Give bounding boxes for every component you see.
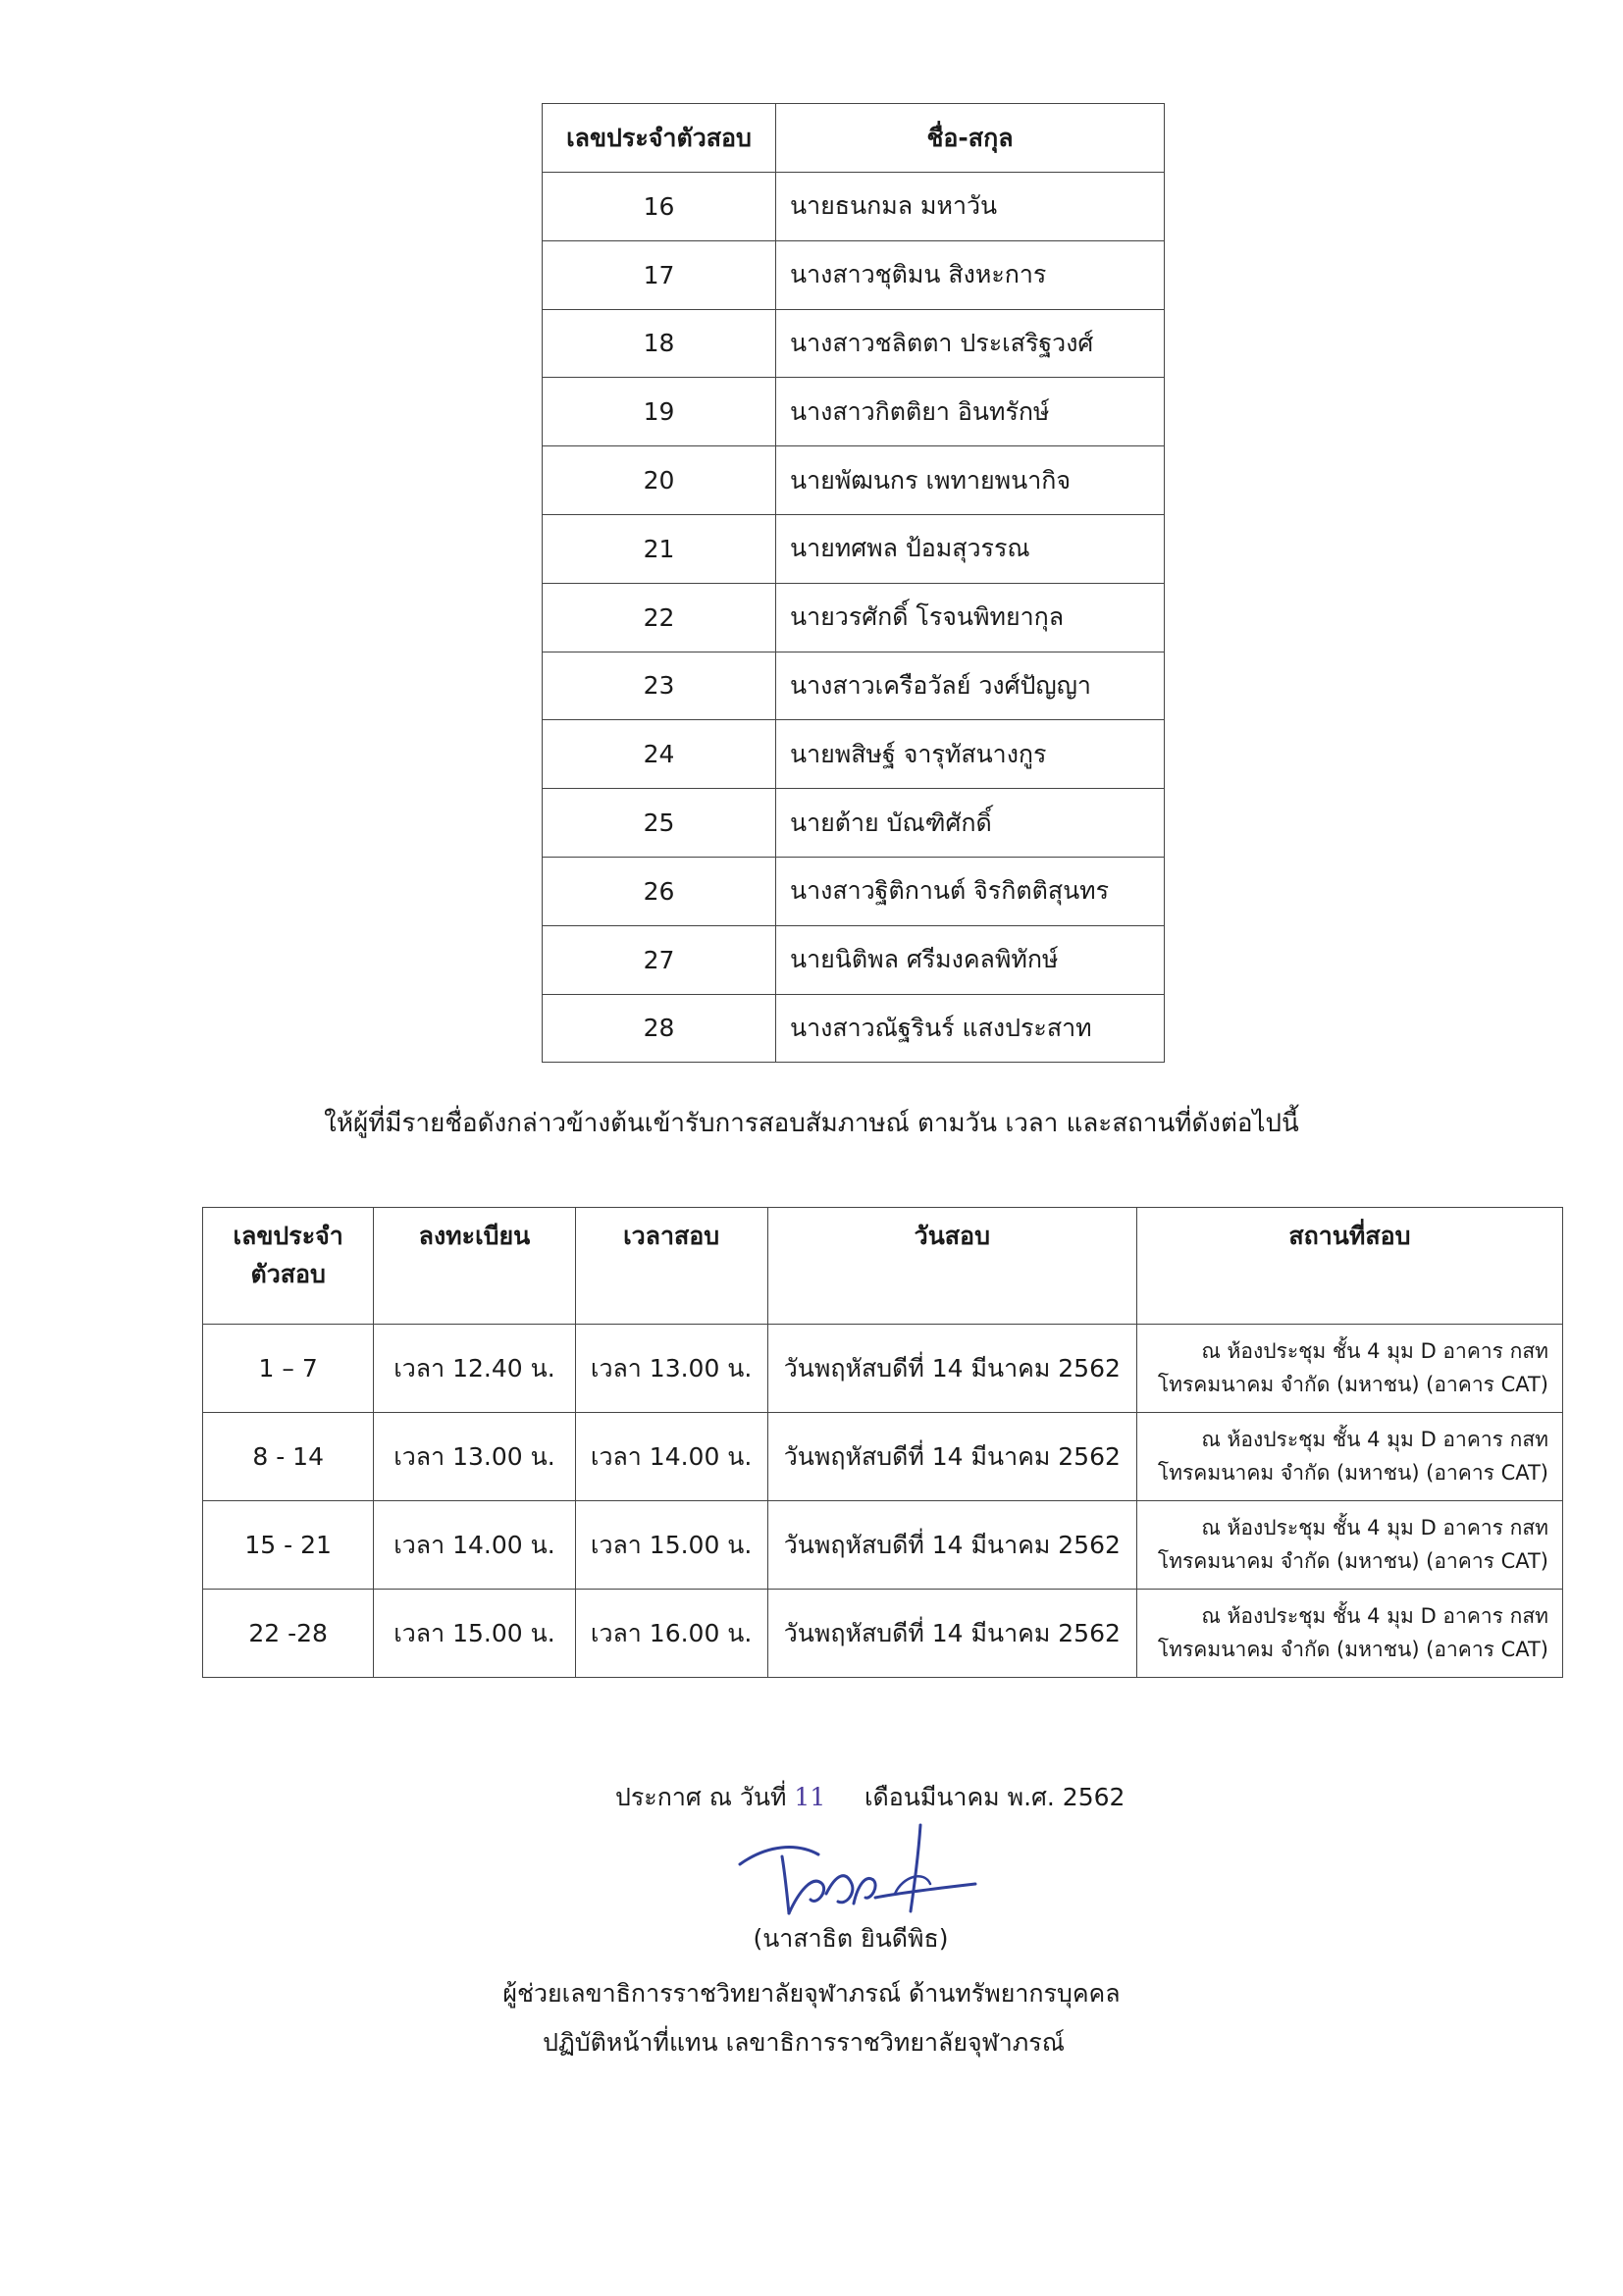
schedule-exam-time: เวลา 13.00 น.: [575, 1325, 767, 1413]
roster-exam-id: 18: [543, 309, 776, 378]
roster-exam-id: 17: [543, 240, 776, 309]
schedule-venue: [1136, 1413, 1562, 1501]
announcement-date: [615, 1778, 1125, 1817]
signature-graphic: [728, 1815, 983, 1923]
roster-row: [543, 925, 1165, 994]
schedule-exam-date: วันพฤหัสบดีที่ 14 มีนาคม 2562: [767, 1590, 1136, 1678]
schedule-header-exam-date: วันสอบ: [767, 1208, 1136, 1325]
roster-full-name: นายนิติพล ศรีมงคลพิทักษ์: [776, 925, 1165, 994]
schedule-exam-id-group: 1 – 7: [203, 1325, 374, 1413]
schedule-exam-date: วันพฤหัสบดีที่ 14 มีนาคม 2562: [767, 1501, 1136, 1590]
announcement-date-prefix: ประกาศ ณ วันที่: [615, 1783, 795, 1811]
announcement-date-suffix: เดือนมีนาคม พ.ศ. 2562: [825, 1783, 1126, 1811]
roster-row: [543, 446, 1165, 515]
roster-body: [543, 173, 1165, 1063]
roster-exam-id: 23: [543, 652, 776, 720]
roster-full-name: นางสาวฐิติกานต์ จิรกิตติสุนทร: [776, 857, 1165, 925]
schedule-exam-time: เวลา 14.00 น.: [575, 1413, 767, 1501]
roster-header-exam-id: เลขประจำตัวสอบ: [543, 104, 776, 173]
roster-full-name: นายธนกมล มหาวัน: [776, 173, 1165, 241]
signer-acting-title: ปฏิบัติหน้าที่แทน เลขาธิการราชวิทยาลัยจุฬาภรณ์: [543, 2028, 1065, 2057]
roster-exam-id: 19: [543, 378, 776, 446]
roster-full-name: นางสาวกิตติยา อินทรักษ์: [776, 378, 1165, 446]
schedule-exam-time: เวลา 15.00 น.: [575, 1501, 767, 1590]
roster-exam-id: 21: [543, 514, 776, 583]
schedule-exam-date: วันพฤหัสบดีที่ 14 มีนาคม 2562: [767, 1325, 1136, 1413]
candidate-roster-table: [542, 103, 1165, 1063]
roster-row: [543, 514, 1165, 583]
interview-schedule-table: [202, 1207, 1563, 1678]
roster-exam-id: 20: [543, 446, 776, 515]
roster-row: [543, 994, 1165, 1063]
schedule-registration-time: เวลา 12.40 น.: [374, 1325, 575, 1413]
schedule-row: [203, 1501, 1563, 1590]
roster-header-row: [543, 104, 1165, 173]
roster-exam-id: 26: [543, 857, 776, 925]
roster-full-name: นายวรศักดิ์ โรจนพิทยากุล: [776, 583, 1165, 652]
schedule-exam-time: เวลา 16.00 น.: [575, 1590, 767, 1678]
signer-title: ผู้ช่วยเลขาธิการราชวิทยาลัยจุฬาภรณ์ ด้านทรัพยากรบุคคล: [502, 1979, 1121, 2008]
roster-exam-id: 28: [543, 994, 776, 1063]
announcement-day-handwritten: 11: [794, 1783, 826, 1811]
roster-row: [543, 720, 1165, 789]
schedule-header-exam-id-line2: ตัวสอบ: [250, 1259, 326, 1288]
schedule-venue-line2: โทรคมนาคม จำกัด (มหาชน) (อาคาร CAT): [1157, 1637, 1548, 1661]
schedule-header-venue: สถานที่สอบ: [1136, 1208, 1562, 1325]
roster-row: [543, 857, 1165, 925]
roster-full-name: นางสาวชลิตตา ประเสริฐวงศ์: [776, 309, 1165, 378]
roster-row: [543, 789, 1165, 858]
schedule-venue-line1: ณ ห้องประชุม ชั้น 4 มุม D อาคาร กสท: [1201, 1603, 1548, 1628]
schedule-venue-line1: ณ ห้องประชุม ชั้น 4 มุม D อาคาร กสท: [1201, 1338, 1548, 1363]
schedule-venue-line2: โทรคมนาคม จำกัด (มหาชน) (อาคาร CAT): [1157, 1460, 1548, 1485]
schedule-exam-date: วันพฤหัสบดีที่ 14 มีนาคม 2562: [767, 1413, 1136, 1501]
schedule-row: [203, 1590, 1563, 1678]
interview-instruction-text: ให้ผู้ที่มีรายชื่อดังกล่าวข้างต้นเข้ารับการสอบสัมภาษณ์ ตามวัน เวลา และสถานที่ดังต่อไปนี้: [324, 1109, 1299, 1138]
roster-exam-id: 24: [543, 720, 776, 789]
schedule-exam-id-group: 22 -28: [203, 1590, 374, 1678]
schedule-header-exam-id-line1: เลขประจำ: [233, 1222, 343, 1250]
schedule-exam-id-group: 8 - 14: [203, 1413, 374, 1501]
schedule-venue-line1: ณ ห้องประชุม ชั้น 4 มุม D อาคาร กสท: [1201, 1515, 1548, 1539]
schedule-body: [203, 1325, 1563, 1678]
schedule-venue-line1: ณ ห้องประชุม ชั้น 4 มุม D อาคาร กสท: [1201, 1427, 1548, 1451]
roster-full-name: นางสาวเครือวัลย์ วงศ์ปัญญา: [776, 652, 1165, 720]
roster-full-name: นายพัฒนกร เพทายพนากิจ: [776, 446, 1165, 515]
schedule-venue: [1136, 1325, 1562, 1413]
roster-exam-id: 16: [543, 173, 776, 241]
schedule-row: [203, 1325, 1563, 1413]
roster-row: [543, 240, 1165, 309]
roster-row: [543, 378, 1165, 446]
schedule-venue-line2: โทรคมนาคม จำกัด (มหาชน) (อาคาร CAT): [1157, 1372, 1548, 1396]
schedule-venue: [1136, 1501, 1562, 1590]
schedule-header-row: [203, 1208, 1563, 1325]
signer-name: (นาสาธิต ยินดีพิธ): [753, 1924, 949, 1953]
roster-exam-id: 25: [543, 789, 776, 858]
schedule-registration-time: เวลา 14.00 น.: [374, 1501, 575, 1590]
schedule-registration-time: เวลา 15.00 น.: [374, 1590, 575, 1678]
schedule-header-registration: ลงทะเบียน: [374, 1208, 575, 1325]
schedule-venue: [1136, 1590, 1562, 1678]
schedule-venue-line2: โทรคมนาคม จำกัด (มหาชน) (อาคาร CAT): [1157, 1548, 1548, 1573]
schedule-header-exam-id-group: [203, 1208, 374, 1325]
roster-full-name: นายพสิษฐ์ จารุทัสนางกูร: [776, 720, 1165, 789]
schedule-exam-id-group: 15 - 21: [203, 1501, 374, 1590]
roster-header-full-name: ชื่อ-สกุล: [776, 104, 1165, 173]
roster-row: [543, 173, 1165, 241]
roster-exam-id: 22: [543, 583, 776, 652]
roster-full-name: นางสาวณัฐรินร์ แสงประสาท: [776, 994, 1165, 1063]
schedule-row: [203, 1413, 1563, 1501]
roster-full-name: นางสาวชุติมน สิงหะการ: [776, 240, 1165, 309]
schedule-registration-time: เวลา 13.00 น.: [374, 1413, 575, 1501]
schedule-header-exam-time: เวลาสอบ: [575, 1208, 767, 1325]
roster-row: [543, 309, 1165, 378]
roster-row: [543, 652, 1165, 720]
roster-full-name: นายต้าย บัณฑิศักดิ์: [776, 789, 1165, 858]
roster-full-name: นายทศพล ป้อมสุวรรณ: [776, 514, 1165, 583]
roster-exam-id: 27: [543, 925, 776, 994]
roster-row: [543, 583, 1165, 652]
